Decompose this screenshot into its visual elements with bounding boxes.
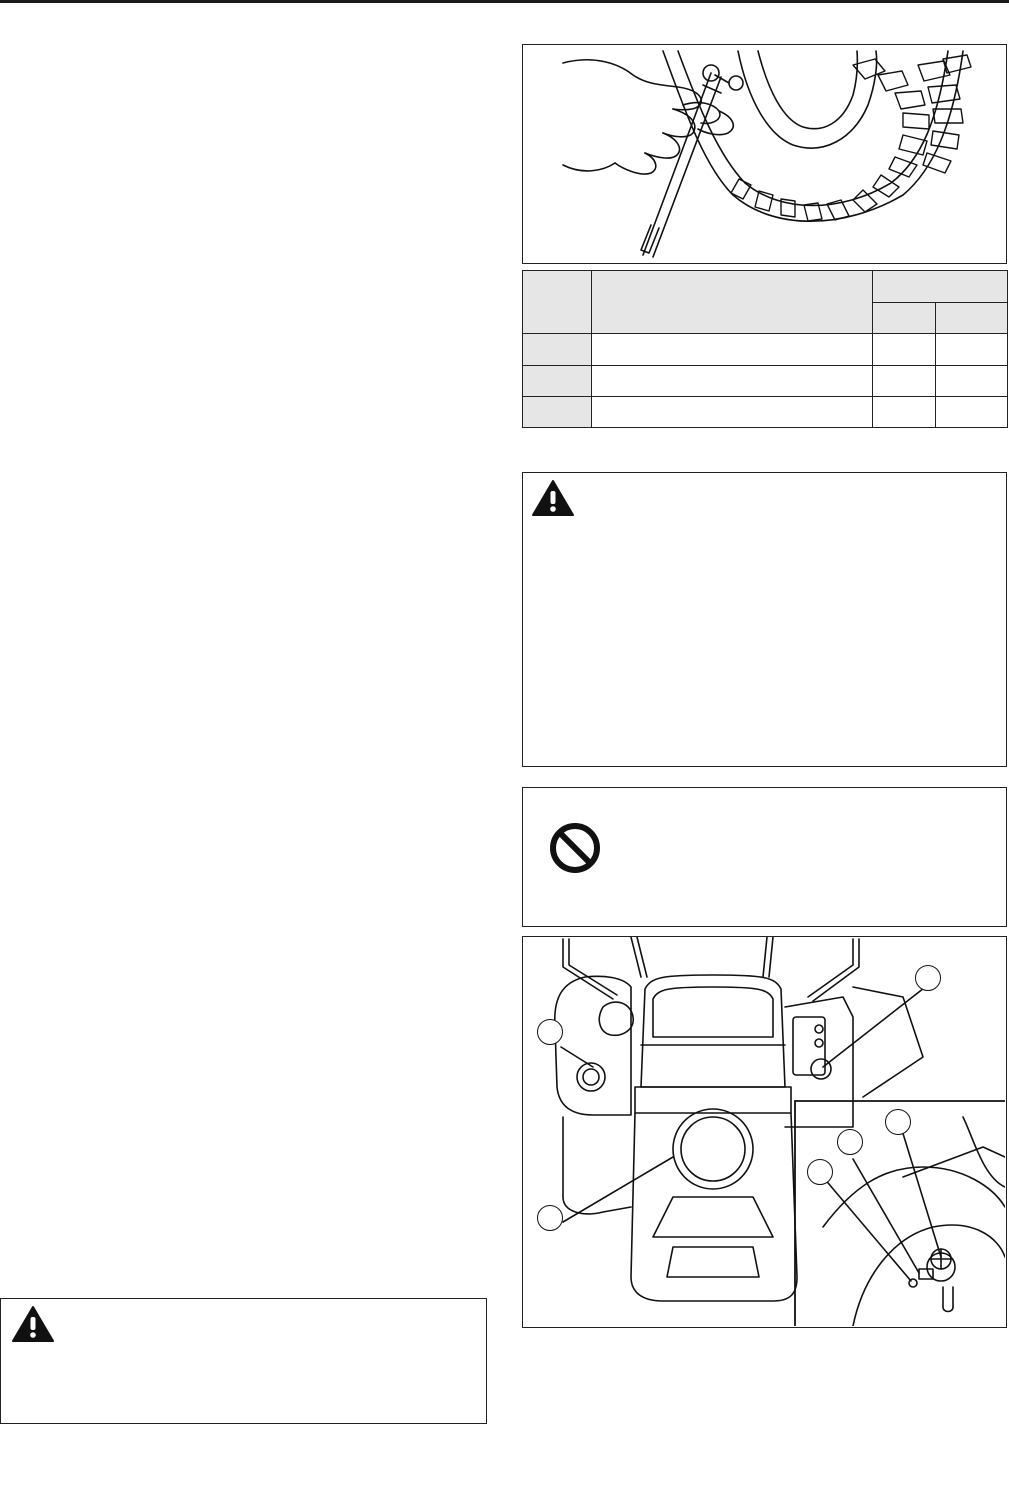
- table-cell: [873, 365, 936, 396]
- prohibition-icon: [547, 820, 603, 876]
- callout-marker: [537, 1019, 563, 1045]
- table-cell: [936, 334, 1008, 365]
- table-row: [523, 396, 1008, 427]
- table-row-label: [523, 396, 592, 427]
- warning-notice-left: [0, 1298, 487, 1424]
- table-row: [523, 334, 1008, 365]
- table-cell: [592, 334, 873, 365]
- mower-figure: [522, 936, 1007, 1328]
- tire-pressure-table: [522, 270, 1008, 428]
- table-cell: [592, 365, 873, 396]
- table-header-cell: [523, 271, 592, 334]
- table-header-cell: [873, 303, 936, 334]
- callout-marker: [885, 1109, 911, 1135]
- warning-notice-right: [522, 472, 1007, 767]
- table-cell: [873, 396, 936, 427]
- warning-triangle-icon: [11, 1305, 55, 1343]
- callout-marker: [537, 1205, 563, 1231]
- zero-turn-mower-illustration: [523, 937, 1005, 1326]
- table-header-cell: [873, 271, 1008, 303]
- table-header-cell: [592, 271, 873, 334]
- table-row-label: [523, 334, 592, 365]
- warning-triangle-icon: [531, 479, 575, 517]
- table-cell: [936, 365, 1008, 396]
- tire-pressure-gauge-illustration: [523, 45, 1005, 262]
- table-row: [523, 365, 1008, 396]
- header-rule: [0, 0, 1009, 3]
- table-cell: [936, 396, 1008, 427]
- table-header-cell: [936, 303, 1008, 334]
- callout-marker: [837, 1129, 863, 1155]
- prohibition-notice: [522, 787, 1007, 927]
- table-cell: [592, 396, 873, 427]
- callout-marker: [807, 1159, 833, 1185]
- tire-gauge-figure: [522, 44, 1007, 264]
- callout-marker: [915, 965, 941, 991]
- table-row-label: [523, 365, 592, 396]
- table-cell: [873, 334, 936, 365]
